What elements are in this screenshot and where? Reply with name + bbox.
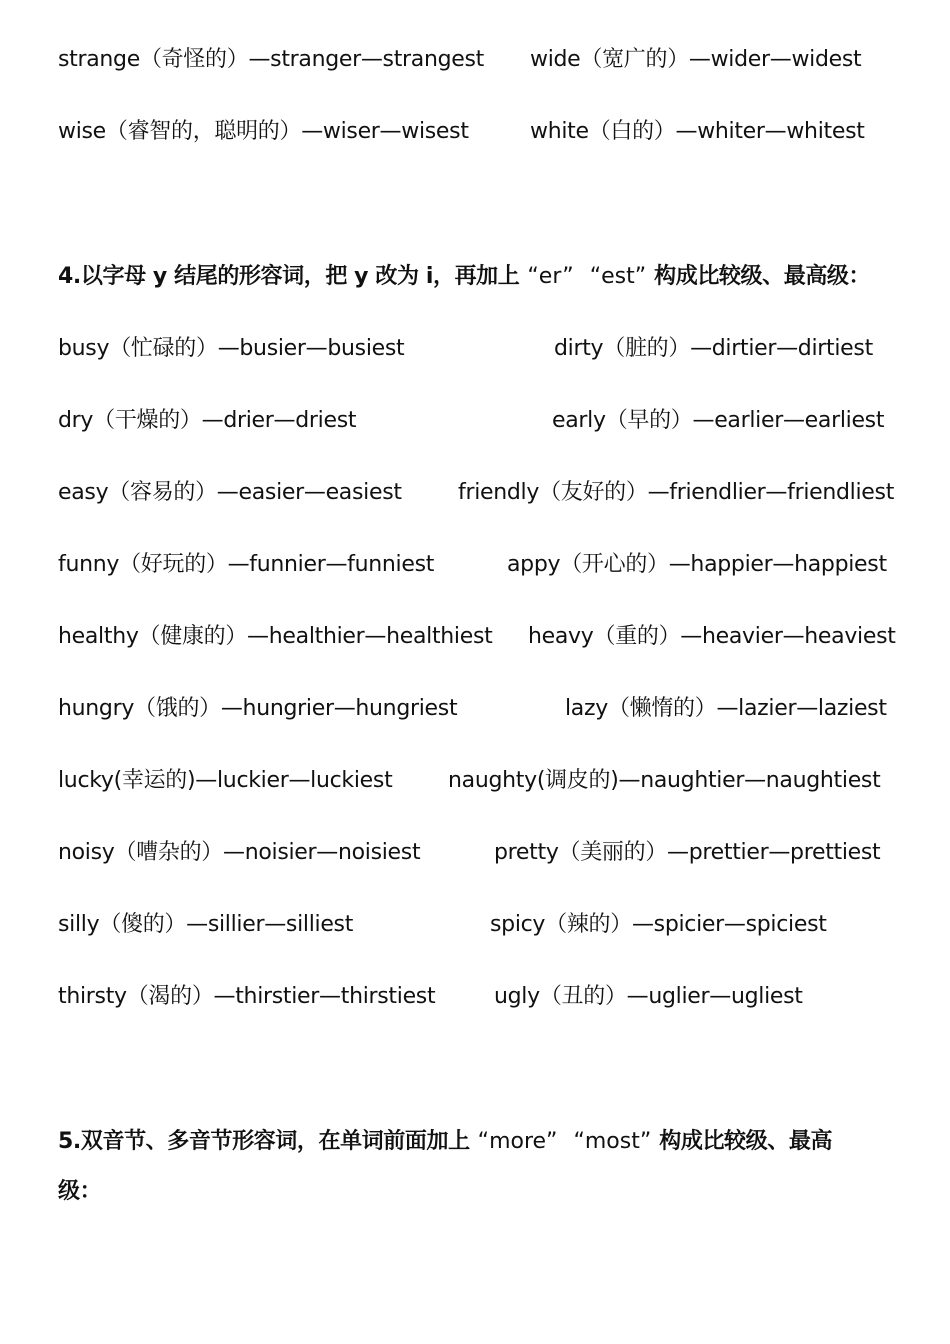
word-pair-right: lazy（懒惰的）—lazier—laziest — [565, 696, 887, 721]
word-row — [0, 329, 950, 369]
word-row — [0, 689, 950, 729]
heading-4-quote-er: “er” — [527, 264, 574, 289]
word-row — [0, 112, 950, 152]
word-pair-left: dry（干燥的）—drier—driest — [58, 408, 357, 433]
word-pair-right: wide（宽广的）—wider—widest — [530, 47, 862, 72]
word-pair-right: naughty(调皮的)—naughtier—naughtiest — [448, 768, 881, 793]
section-heading-5 — [58, 1122, 832, 1162]
word-pair-right: heavy（重的）—heavier—heaviest — [528, 624, 896, 649]
word-pair-left: noisy（嘈杂的）—noisier—noisiest — [58, 840, 421, 865]
word-pair-right: spicy（辣的）—spicier—spiciest — [490, 912, 827, 937]
section-heading-5-continued — [58, 1172, 101, 1212]
word-row — [0, 40, 950, 80]
word-pair-right: early（早的）—earlier—earliest — [552, 408, 885, 433]
section-heading-4 — [58, 257, 870, 297]
word-pair-left: easy（容易的）—easier—easiest — [58, 480, 402, 505]
word-pair-right: white（白的）—whiter—whitest — [530, 119, 865, 144]
word-pair-left: thirsty（渴的）—thirstier—thirstiest — [58, 984, 436, 1009]
heading-4-text: 4.以字母 y 结尾的形容词，把 y 改为 i，再加上 — [58, 264, 520, 289]
word-row — [0, 977, 950, 1017]
word-pair-right: appy（开心的）—happier—happiest — [507, 552, 887, 577]
word-pair-right: friendly（友好的）—friendlier—friendliest — [458, 480, 895, 505]
word-row — [0, 401, 950, 441]
word-row — [0, 905, 950, 945]
word-pair-left: lucky(幸运的)—luckier—luckiest — [58, 768, 393, 793]
word-row — [0, 617, 950, 657]
word-pair-left: wise（睿智的，聪明的）—wiser—wisest — [58, 119, 469, 144]
word-pair-right: ugly（丑的）—uglier—ugliest — [494, 984, 803, 1009]
word-pair-right: dirty（脏的）—dirtier—dirtiest — [554, 336, 873, 361]
heading-5-text: 5.双音节、多音节形容词，在单词前面加上 — [58, 1129, 470, 1154]
word-pair-left: strange（奇怪的）—stranger—strangest — [58, 47, 485, 72]
heading-5-quote-more: “more” — [477, 1129, 558, 1154]
heading-5-quote-most: “most” — [573, 1129, 652, 1154]
word-row — [0, 761, 950, 801]
heading-5-suffix: 构成比较级、最高 — [659, 1129, 833, 1154]
word-row — [0, 833, 950, 873]
word-row — [0, 545, 950, 585]
heading-4-suffix: 构成比较级、最高级： — [654, 264, 871, 289]
word-pair-left: hungry（饿的）—hungrier—hungriest — [58, 696, 458, 721]
word-pair-right: pretty（美丽的）—prettier—prettiest — [494, 840, 881, 865]
heading-4-quote-est: “est” — [589, 264, 647, 289]
word-pair-left: healthy（健康的）—healthier—healthiest — [58, 624, 493, 649]
word-row — [0, 473, 950, 513]
word-pair-left: funny（好玩的）—funnier—funniest — [58, 552, 435, 577]
heading-5-line2: 级： — [58, 1179, 102, 1204]
word-pair-left: silly（傻的）—sillier—silliest — [58, 912, 354, 937]
word-pair-left: busy（忙碌的）—busier—busiest — [58, 336, 405, 361]
